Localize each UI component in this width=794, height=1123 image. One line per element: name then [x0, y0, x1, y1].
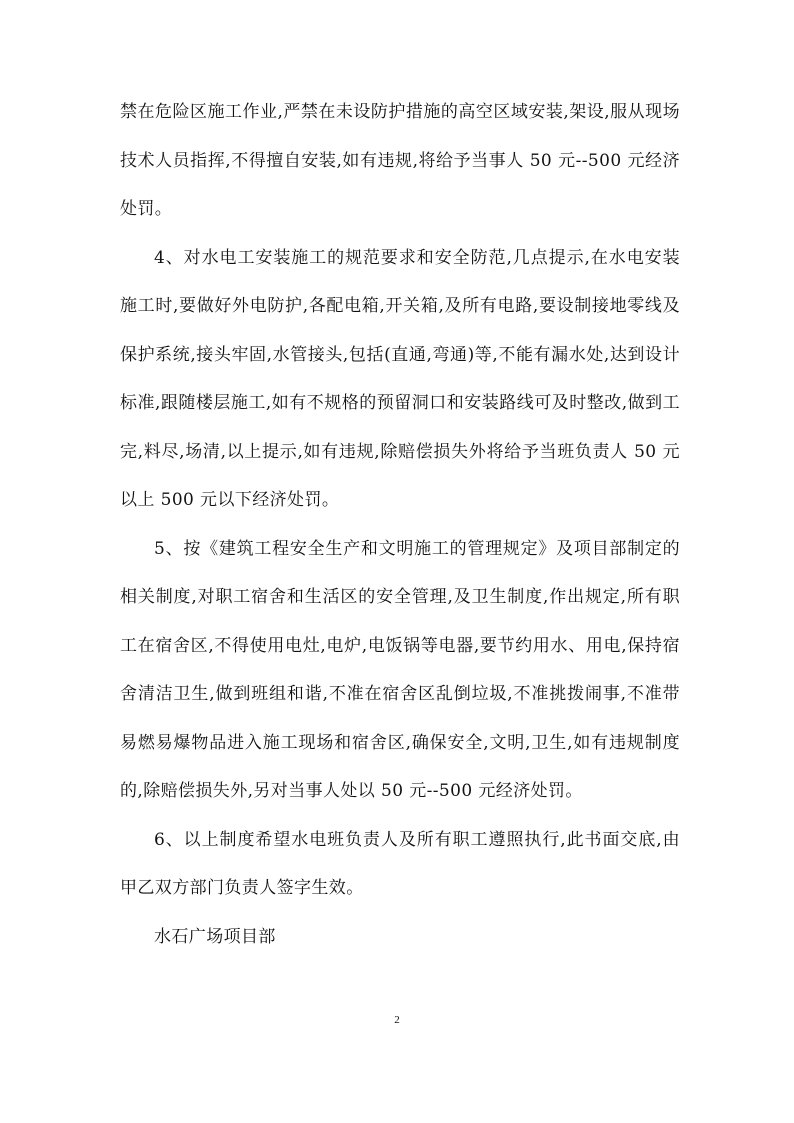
document-body	[120, 88, 680, 961]
page-number: 2	[394, 1014, 400, 1026]
paragraph-item-6: 6、以上制度希望水电班负责人及所有职工遵照执行,此书面交底,由甲乙双方部门负责人签字生效。	[120, 829, 680, 898]
paragraph-item-5: 5、按《建筑工程安全生产和文明施工的管理规定》及项目部制定的相关制度,对职工宿舍和生活区的安全管理,及卫生制度,作出规定,所有职工在宿舍区,不得使用电灶,电炉,电饭锅等电器,要节约用水、用电,保持宿舍清洁卫生,做到班组和谐,不准在宿舍区乱倒垃圾,不准挑拨闹事,不准带易燃易爆物品进入施工现场和宿舍区,确保安全,文明,卫生,如有违规制度的,除赔偿损失外,另对当事人处以 50 元--500 元经济处罚。	[120, 538, 680, 801]
paragraph-item-4: 4、对水电工安装施工的规范要求和安全防范,几点提示,在水电安装施工时,要做好外电防护,各配电箱,开关箱,及所有电路,要设制接地零线及保护系统,接头牢固,水管接头,包括(直通,弯通)等,不能有漏水处,达到设计标准,跟随楼层施工,如有不规格的预留洞口和安装路线可及时整改,做到工完,料尽,场清,以上提示,如有违规,除赔偿损失外将给予当班负责人 50 元以上 500 元以下经济处罚。	[120, 247, 680, 510]
paragraph-continuation: 禁在危险区施工作业,严禁在未设防护措施的高空区域安装,架设,服从现场技术人员指挥,不得擅自安装,如有违规,将给予当事人 50 元--500 元经济处罚。	[120, 102, 680, 219]
signature-department: 水石广场项目部	[154, 926, 276, 947]
